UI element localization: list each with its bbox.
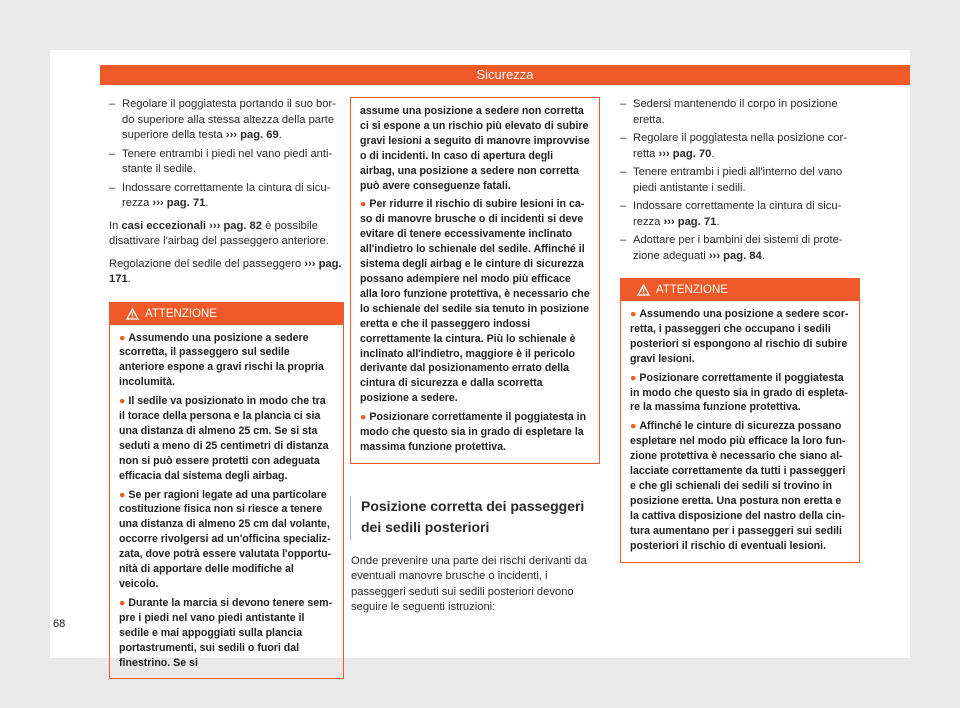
list-item: – Sedersi mantenendo il corpo in posizione eretta. [620,97,860,128]
warning-title: ATTENZIONE [145,307,217,320]
warning-title: ATTENZIONE [656,284,728,296]
section-intro: Onde prevenire una parte dei rischi derivanti da eventuali manovre brusche o incidenti, i passeggeri seduti sui sedili posteriori devono seguire le seguenti istruzioni: [351,554,587,614]
list-item: – Regolare il poggiatesta portando il suo bordo superiore alla stessa altezza della parte superiore della testa ››› pag. 69. [109,97,344,144]
section-heading: Posizione corretta dei passeggeri dei sedili posteriori [350,496,600,540]
section-header-title: Sicurezza [476,67,534,82]
warning-header [110,303,343,325]
warning-bullet: ● Se per ragioni legate ad una particolare costituzione fisica non si riesce a tenere una distanza di almeno 25 cm dal volante, occorre rivolgersi ad un'officina specializzata, dove potrà essere valutata l'opportunità di apportare delle modifiche al veicolo. [119,488,332,590]
warning-bullet: ● Per ridurre il rischio di subire lesioni in caso di manovre brusche o di incidenti si deve evitare di tenere eccessivamente inclinato all'indietro lo schienale del sedile. Affinché il sistema degli airbag e le cinture di sicurezza possano adempiere nel modo più efficace alla loro funzione protettiva, è necessario che lo schienale del sedile sia tenuto in posizione eretta e che il passeggero indossi correttamente la cintura. Più lo schienale è inclinato all'indietro, maggiore è il pericolo derivante dal posizionamento errato della cintura di sicurezza e dalla scorretta posizione a sedere. [360,198,590,405]
page-reference[interactable]: ››› pag. 71 [663,215,717,228]
list-item: – Tenere entrambi i piedi nel vano piedi antistante il sedile. [109,147,344,178]
warning-triangle-icon [126,308,139,320]
warning-body [621,301,859,562]
list-item: – Tenere entrambi i piedi all'interno del vano piedi antistante i sedili. [620,165,860,196]
list-item: – Adottare per i bambini dei sistemi di protezione adeguati ››› pag. 84. [620,233,860,264]
manual-page [50,50,910,669]
list-item: – Indossare correttamente la cintura di sicurezza ››› pag. 71. [620,199,860,230]
warning-bullet: ● Assumendo una posizione a sedere scorretta, i passeggeri che occupano i sedili posteriori si espongono al rischio di subire gravi lesioni. [630,308,849,365]
page-number: 68 [53,618,66,630]
warning-bullet: ● Posizionare correttamente il poggiatesta in modo che questo sia in grado di espletare la massima funzione protettiva. [360,411,587,453]
list-item: – Indossare correttamente la cintura di sicurezza ››› pag. 71. [109,181,344,212]
paragraph: In casi eccezionali ››› pag. 82 è possibile disattivare l'airbag del passeggero anteriore. [109,219,329,247]
warning-bullet: ● Posizionare correttamente il poggiatesta in modo che questo sia in grado di espletare la massima funzione protettiva. [630,371,848,414]
warning-bullet: ● Affinché le cinture di sicurezza possano espletare nel modo più efficace la loro funzione protettiva è necessario che siano allacciate correttamente da tutti i passeggeri e che gli schienali dei sedili si trovino in posizione eretta. Una postura non eretta e la cattiva disposizione del nastro della cintura aumentano per i passeggeri sui sedili posteriori il rischio di eventuali lesioni. [630,420,846,552]
paragraph: Regolazione del sedile del passeggero ››› pag. 171. [109,257,342,285]
warning-triangle-icon [637,284,650,296]
page-reference[interactable]: ››› pag. 82 [209,219,262,232]
warning-bullet: ● Durante la marcia si devono tenere sempre i piedi nel vano piedi antistante il sedile e mai appoggiati sulla plancia portastrumenti, sui sedili o fuori dal finestrino. Se si [119,596,333,669]
page-reference[interactable]: ››› pag. 171 [109,257,342,285]
warning-continuation: assume una posizione a sedere non corretta ci si espone a un rischio più elevato di subire gravi lesioni a seguito di manovre improvvise o di incidenti. In caso di apertura degli airbag, una posizione a sedere non corretta può avere conseguenze fatali. [360,105,590,192]
warning-header [621,279,859,301]
warning-bullet: ● Il sedile va posizionato in modo che tra il torace della persona e la plancia ci sia una distanza di almeno 25 cm. Se si sta seduti a meno di 25 centimetri di distanza non si può essere protetti con adeguata efficacia dal sistema degli airbag. [119,395,329,482]
column-middle [350,97,600,616]
page-reference[interactable]: ››› pag. 71 [152,197,206,209]
column-right [620,97,860,563]
column-left [109,97,344,679]
warning-box [620,278,860,563]
list-item: – Regolare il poggiatesta nella posizione corretta ››› pag. 70. [620,131,860,162]
warning-body [110,325,343,679]
page-reference[interactable]: ››› pag. 70 [658,147,712,160]
warning-box [109,302,344,680]
page-reference[interactable]: ››› pag. 84 [708,249,762,262]
warning-bullet: ● Assumendo una posizione a sedere scorretta, il passeggero sul sedile anteriore espone a gravi rischi la propria incolumità. [119,331,324,389]
warning-box-continued [350,97,600,464]
page-reference[interactable]: ››› pag. 69 [225,129,279,141]
section-header [100,65,910,85]
